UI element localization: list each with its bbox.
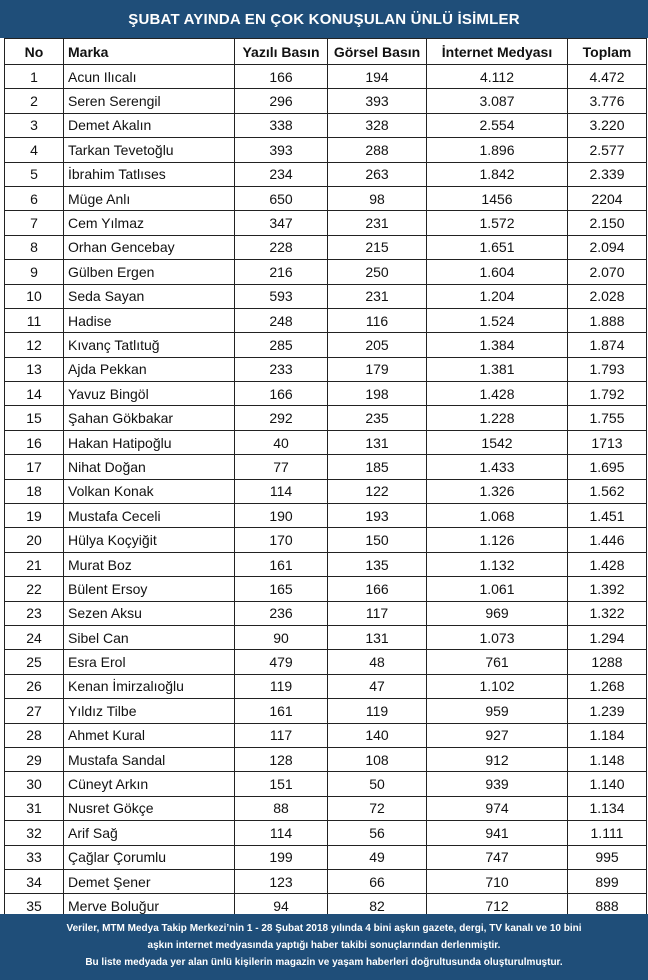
cell-gorsel-basin: 235 bbox=[328, 406, 427, 430]
cell-gorsel-basin: 131 bbox=[328, 430, 427, 454]
cell-gorsel-basin: 205 bbox=[328, 333, 427, 357]
cell-yazili-basin: 292 bbox=[235, 406, 328, 430]
cell-no: 21 bbox=[5, 552, 64, 576]
cell-no: 31 bbox=[5, 796, 64, 820]
cell-gorsel-basin: 131 bbox=[328, 625, 427, 649]
cell-internet-medyasi: 1.384 bbox=[427, 333, 568, 357]
cell-toplam: 2.150 bbox=[568, 211, 647, 235]
table-row bbox=[5, 528, 647, 552]
cell-marka: Volkan Konak bbox=[64, 479, 235, 503]
table-row bbox=[5, 162, 647, 186]
table-body bbox=[5, 65, 647, 919]
cell-yazili-basin: 479 bbox=[235, 650, 328, 674]
cell-gorsel-basin: 72 bbox=[328, 796, 427, 820]
cell-internet-medyasi: 1.126 bbox=[427, 528, 568, 552]
cell-no: 28 bbox=[5, 723, 64, 747]
cell-toplam: 4.472 bbox=[568, 65, 647, 89]
table-row bbox=[5, 186, 647, 210]
cell-toplam: 3.776 bbox=[568, 89, 647, 113]
cell-yazili-basin: 285 bbox=[235, 333, 328, 357]
table-row bbox=[5, 674, 647, 698]
cell-toplam: 1.268 bbox=[568, 674, 647, 698]
cell-yazili-basin: 338 bbox=[235, 113, 328, 137]
cell-yazili-basin: 40 bbox=[235, 430, 328, 454]
cell-toplam: 1.111 bbox=[568, 821, 647, 845]
cell-toplam: 2.577 bbox=[568, 138, 647, 162]
cell-yazili-basin: 296 bbox=[235, 89, 328, 113]
cell-no: 7 bbox=[5, 211, 64, 235]
cell-gorsel-basin: 150 bbox=[328, 528, 427, 552]
cell-toplam: 899 bbox=[568, 869, 647, 893]
cell-marka: İbrahim Tatlıses bbox=[64, 162, 235, 186]
table-row bbox=[5, 796, 647, 820]
cell-marka: Şahan Gökbakar bbox=[64, 406, 235, 430]
cell-no: 16 bbox=[5, 430, 64, 454]
cell-no: 1 bbox=[5, 65, 64, 89]
cell-toplam: 1.322 bbox=[568, 601, 647, 625]
header-yazili-basin: Yazılı Basın bbox=[235, 39, 328, 65]
cell-marka: Hadise bbox=[64, 308, 235, 332]
cell-marka: Merve Boluğur bbox=[64, 894, 235, 918]
table-row bbox=[5, 625, 647, 649]
cell-internet-medyasi: 1.572 bbox=[427, 211, 568, 235]
cell-toplam: 1.792 bbox=[568, 382, 647, 406]
cell-yazili-basin: 165 bbox=[235, 577, 328, 601]
cell-marka: Tarkan Tevetoğlu bbox=[64, 138, 235, 162]
cell-internet-medyasi: 712 bbox=[427, 894, 568, 918]
cell-no: 35 bbox=[5, 894, 64, 918]
cell-no: 23 bbox=[5, 601, 64, 625]
cell-toplam: 1.184 bbox=[568, 723, 647, 747]
cell-yazili-basin: 88 bbox=[235, 796, 328, 820]
table-row bbox=[5, 869, 647, 893]
table-row bbox=[5, 382, 647, 406]
header-row bbox=[5, 39, 647, 65]
cell-yazili-basin: 128 bbox=[235, 747, 328, 771]
cell-gorsel-basin: 198 bbox=[328, 382, 427, 406]
table-row bbox=[5, 333, 647, 357]
cell-toplam: 1.755 bbox=[568, 406, 647, 430]
cell-gorsel-basin: 231 bbox=[328, 284, 427, 308]
table-row bbox=[5, 284, 647, 308]
table-row bbox=[5, 357, 647, 381]
cell-gorsel-basin: 116 bbox=[328, 308, 427, 332]
cell-internet-medyasi: 1.604 bbox=[427, 260, 568, 284]
cell-toplam: 2.070 bbox=[568, 260, 647, 284]
table-row bbox=[5, 479, 647, 503]
table-row bbox=[5, 601, 647, 625]
cell-marka: Seda Sayan bbox=[64, 284, 235, 308]
cell-internet-medyasi: 761 bbox=[427, 650, 568, 674]
cell-toplam: 1288 bbox=[568, 650, 647, 674]
cell-toplam: 1.148 bbox=[568, 747, 647, 771]
cell-no: 2 bbox=[5, 89, 64, 113]
cell-toplam: 1.140 bbox=[568, 772, 647, 796]
cell-marka: Seren Serengil bbox=[64, 89, 235, 113]
footer-line-3: Bu liste medyada yer alan ünlü kişilerin magazin ve yaşam haberleri doğrultusunda oluşturulmuştur. bbox=[85, 957, 563, 968]
cell-gorsel-basin: 135 bbox=[328, 552, 427, 576]
cell-internet-medyasi: 941 bbox=[427, 821, 568, 845]
cell-toplam: 1.888 bbox=[568, 308, 647, 332]
cell-internet-medyasi: 1.433 bbox=[427, 455, 568, 479]
cell-internet-medyasi: 1.068 bbox=[427, 504, 568, 528]
cell-internet-medyasi: 1.651 bbox=[427, 235, 568, 259]
cell-gorsel-basin: 231 bbox=[328, 211, 427, 235]
cell-toplam: 1.793 bbox=[568, 357, 647, 381]
cell-yazili-basin: 347 bbox=[235, 211, 328, 235]
table-row bbox=[5, 211, 647, 235]
cell-yazili-basin: 248 bbox=[235, 308, 328, 332]
cell-gorsel-basin: 108 bbox=[328, 747, 427, 771]
table-row bbox=[5, 89, 647, 113]
cell-no: 10 bbox=[5, 284, 64, 308]
cell-marka: Yavuz Bingöl bbox=[64, 382, 235, 406]
cell-yazili-basin: 199 bbox=[235, 845, 328, 869]
cell-yazili-basin: 123 bbox=[235, 869, 328, 893]
cell-toplam: 888 bbox=[568, 894, 647, 918]
cell-internet-medyasi: 959 bbox=[427, 699, 568, 723]
cell-internet-medyasi: 1.896 bbox=[427, 138, 568, 162]
cell-gorsel-basin: 193 bbox=[328, 504, 427, 528]
cell-toplam: 1.392 bbox=[568, 577, 647, 601]
cell-internet-medyasi: 1.102 bbox=[427, 674, 568, 698]
table-row bbox=[5, 747, 647, 771]
cell-gorsel-basin: 140 bbox=[328, 723, 427, 747]
cell-gorsel-basin: 194 bbox=[328, 65, 427, 89]
cell-internet-medyasi: 939 bbox=[427, 772, 568, 796]
title-bar bbox=[0, 0, 648, 38]
cell-yazili-basin: 233 bbox=[235, 357, 328, 381]
cell-yazili-basin: 234 bbox=[235, 162, 328, 186]
cell-gorsel-basin: 122 bbox=[328, 479, 427, 503]
cell-internet-medyasi: 974 bbox=[427, 796, 568, 820]
cell-internet-medyasi: 1.073 bbox=[427, 625, 568, 649]
cell-no: 15 bbox=[5, 406, 64, 430]
cell-toplam: 1713 bbox=[568, 430, 647, 454]
cell-gorsel-basin: 166 bbox=[328, 577, 427, 601]
cell-gorsel-basin: 49 bbox=[328, 845, 427, 869]
cell-marka: Sezen Aksu bbox=[64, 601, 235, 625]
table-row bbox=[5, 113, 647, 137]
cell-yazili-basin: 170 bbox=[235, 528, 328, 552]
cell-gorsel-basin: 250 bbox=[328, 260, 427, 284]
cell-no: 18 bbox=[5, 479, 64, 503]
cell-marka: Nusret Gökçe bbox=[64, 796, 235, 820]
cell-no: 4 bbox=[5, 138, 64, 162]
cell-marka: Kıvanç Tatlıtuğ bbox=[64, 333, 235, 357]
cell-toplam: 2.094 bbox=[568, 235, 647, 259]
cell-marka: Gülben Ergen bbox=[64, 260, 235, 284]
cell-gorsel-basin: 98 bbox=[328, 186, 427, 210]
cell-no: 32 bbox=[5, 821, 64, 845]
cell-toplam: 2.339 bbox=[568, 162, 647, 186]
cell-no: 25 bbox=[5, 650, 64, 674]
cell-gorsel-basin: 179 bbox=[328, 357, 427, 381]
cell-marka: Müge Anlı bbox=[64, 186, 235, 210]
table-row bbox=[5, 699, 647, 723]
header-no: No bbox=[5, 39, 64, 65]
cell-internet-medyasi: 710 bbox=[427, 869, 568, 893]
cell-internet-medyasi: 1.381 bbox=[427, 357, 568, 381]
cell-gorsel-basin: 117 bbox=[328, 601, 427, 625]
cell-no: 11 bbox=[5, 308, 64, 332]
cell-marka: Demet Akalın bbox=[64, 113, 235, 137]
cell-internet-medyasi: 747 bbox=[427, 845, 568, 869]
cell-yazili-basin: 119 bbox=[235, 674, 328, 698]
cell-no: 29 bbox=[5, 747, 64, 771]
cell-no: 20 bbox=[5, 528, 64, 552]
cell-internet-medyasi: 4.112 bbox=[427, 65, 568, 89]
cell-marka: Ajda Pekkan bbox=[64, 357, 235, 381]
footer-line-2: aşkın internet medyasında yaptığı haber takibi sonuçlarından derlenmiştir. bbox=[147, 940, 501, 951]
cell-no: 33 bbox=[5, 845, 64, 869]
cell-gorsel-basin: 185 bbox=[328, 455, 427, 479]
table-row bbox=[5, 406, 647, 430]
cell-no: 34 bbox=[5, 869, 64, 893]
cell-yazili-basin: 228 bbox=[235, 235, 328, 259]
table-row bbox=[5, 504, 647, 528]
cell-yazili-basin: 114 bbox=[235, 479, 328, 503]
cell-marka: Cüneyt Arkın bbox=[64, 772, 235, 796]
table-row bbox=[5, 821, 647, 845]
footer-line-1: Veriler, MTM Medya Takip Merkezi’nin 1 - 28 Şubat 2018 yılında 4 bini aşkın gazete, dergi, TV kanalı ve 10 bini bbox=[66, 923, 582, 934]
cell-toplam: 1.428 bbox=[568, 552, 647, 576]
cell-internet-medyasi: 1.842 bbox=[427, 162, 568, 186]
cell-yazili-basin: 236 bbox=[235, 601, 328, 625]
table-row bbox=[5, 455, 647, 479]
cell-marka: Ahmet Kural bbox=[64, 723, 235, 747]
cell-internet-medyasi: 1.228 bbox=[427, 406, 568, 430]
cell-marka: Sibel Can bbox=[64, 625, 235, 649]
cell-no: 14 bbox=[5, 382, 64, 406]
header-internet-medyasi: İnternet Medyası bbox=[427, 39, 568, 65]
cell-no: 30 bbox=[5, 772, 64, 796]
cell-no: 22 bbox=[5, 577, 64, 601]
cell-marka: Esra Erol bbox=[64, 650, 235, 674]
cell-no: 13 bbox=[5, 357, 64, 381]
cell-yazili-basin: 90 bbox=[235, 625, 328, 649]
cell-internet-medyasi: 2.554 bbox=[427, 113, 568, 137]
table-row bbox=[5, 577, 647, 601]
cell-internet-medyasi: 1.061 bbox=[427, 577, 568, 601]
cell-yazili-basin: 393 bbox=[235, 138, 328, 162]
table-row bbox=[5, 772, 647, 796]
cell-no: 24 bbox=[5, 625, 64, 649]
cell-yazili-basin: 166 bbox=[235, 65, 328, 89]
cell-toplam: 2204 bbox=[568, 186, 647, 210]
cell-toplam: 995 bbox=[568, 845, 647, 869]
cell-gorsel-basin: 66 bbox=[328, 869, 427, 893]
cell-yazili-basin: 650 bbox=[235, 186, 328, 210]
cell-internet-medyasi: 1.132 bbox=[427, 552, 568, 576]
cell-no: 8 bbox=[5, 235, 64, 259]
cell-yazili-basin: 77 bbox=[235, 455, 328, 479]
cell-internet-medyasi: 1.326 bbox=[427, 479, 568, 503]
page-title: ŞUBAT AYINDA EN ÇOK KONUŞULAN ÜNLÜ İSİMLER bbox=[128, 10, 520, 28]
cell-internet-medyasi: 1.428 bbox=[427, 382, 568, 406]
cell-no: 26 bbox=[5, 674, 64, 698]
table-row bbox=[5, 235, 647, 259]
cell-yazili-basin: 114 bbox=[235, 821, 328, 845]
cell-no: 5 bbox=[5, 162, 64, 186]
cell-yazili-basin: 161 bbox=[235, 699, 328, 723]
cell-toplam: 1.239 bbox=[568, 699, 647, 723]
cell-gorsel-basin: 215 bbox=[328, 235, 427, 259]
cell-no: 12 bbox=[5, 333, 64, 357]
cell-yazili-basin: 117 bbox=[235, 723, 328, 747]
cell-internet-medyasi: 969 bbox=[427, 601, 568, 625]
cell-no: 6 bbox=[5, 186, 64, 210]
cell-gorsel-basin: 393 bbox=[328, 89, 427, 113]
cell-yazili-basin: 190 bbox=[235, 504, 328, 528]
cell-marka: Hakan Hatipoğlu bbox=[64, 430, 235, 454]
header-gorsel-basin: Görsel Basın bbox=[328, 39, 427, 65]
cell-gorsel-basin: 288 bbox=[328, 138, 427, 162]
cell-internet-medyasi: 1456 bbox=[427, 186, 568, 210]
cell-marka: Nihat Doğan bbox=[64, 455, 235, 479]
table-row bbox=[5, 65, 647, 89]
cell-toplam: 3.220 bbox=[568, 113, 647, 137]
cell-gorsel-basin: 50 bbox=[328, 772, 427, 796]
cell-toplam: 1.695 bbox=[568, 455, 647, 479]
cell-yazili-basin: 593 bbox=[235, 284, 328, 308]
cell-gorsel-basin: 56 bbox=[328, 821, 427, 845]
cell-internet-medyasi: 1.204 bbox=[427, 284, 568, 308]
cell-marka: Mustafa Ceceli bbox=[64, 504, 235, 528]
cell-gorsel-basin: 82 bbox=[328, 894, 427, 918]
table-row bbox=[5, 650, 647, 674]
cell-internet-medyasi: 912 bbox=[427, 747, 568, 771]
cell-gorsel-basin: 47 bbox=[328, 674, 427, 698]
cell-internet-medyasi: 927 bbox=[427, 723, 568, 747]
cell-no: 27 bbox=[5, 699, 64, 723]
cell-yazili-basin: 216 bbox=[235, 260, 328, 284]
cell-marka: Hülya Koçyiğit bbox=[64, 528, 235, 552]
ranking-table bbox=[4, 38, 647, 919]
cell-gorsel-basin: 263 bbox=[328, 162, 427, 186]
cell-toplam: 2.028 bbox=[568, 284, 647, 308]
cell-toplam: 1.562 bbox=[568, 479, 647, 503]
cell-gorsel-basin: 328 bbox=[328, 113, 427, 137]
table-row bbox=[5, 552, 647, 576]
table-row bbox=[5, 845, 647, 869]
cell-internet-medyasi: 1.524 bbox=[427, 308, 568, 332]
cell-no: 9 bbox=[5, 260, 64, 284]
header-marka: Marka bbox=[64, 39, 235, 65]
cell-gorsel-basin: 119 bbox=[328, 699, 427, 723]
cell-marka: Arif Sağ bbox=[64, 821, 235, 845]
cell-toplam: 1.446 bbox=[568, 528, 647, 552]
table-row bbox=[5, 723, 647, 747]
cell-no: 19 bbox=[5, 504, 64, 528]
cell-toplam: 1.451 bbox=[568, 504, 647, 528]
cell-marka: Murat Boz bbox=[64, 552, 235, 576]
cell-marka: Demet Şener bbox=[64, 869, 235, 893]
cell-marka: Yıldız Tilbe bbox=[64, 699, 235, 723]
cell-yazili-basin: 161 bbox=[235, 552, 328, 576]
cell-no: 17 bbox=[5, 455, 64, 479]
cell-marka: Çağlar Çorumlu bbox=[64, 845, 235, 869]
cell-internet-medyasi: 3.087 bbox=[427, 89, 568, 113]
cell-yazili-basin: 151 bbox=[235, 772, 328, 796]
table-row bbox=[5, 308, 647, 332]
footer-note bbox=[0, 914, 648, 980]
header-toplam: Toplam bbox=[568, 39, 647, 65]
table-row bbox=[5, 138, 647, 162]
cell-marka: Kenan İmirzalıoğlu bbox=[64, 674, 235, 698]
cell-toplam: 1.874 bbox=[568, 333, 647, 357]
table-row bbox=[5, 430, 647, 454]
cell-toplam: 1.294 bbox=[568, 625, 647, 649]
cell-yazili-basin: 94 bbox=[235, 894, 328, 918]
cell-marka: Bülent Ersoy bbox=[64, 577, 235, 601]
cell-marka: Orhan Gencebay bbox=[64, 235, 235, 259]
cell-marka: Acun Ilıcalı bbox=[64, 65, 235, 89]
cell-yazili-basin: 166 bbox=[235, 382, 328, 406]
cell-gorsel-basin: 48 bbox=[328, 650, 427, 674]
table-row bbox=[5, 260, 647, 284]
cell-no: 3 bbox=[5, 113, 64, 137]
cell-marka: Cem Yılmaz bbox=[64, 211, 235, 235]
cell-marka: Mustafa Sandal bbox=[64, 747, 235, 771]
cell-internet-medyasi: 1542 bbox=[427, 430, 568, 454]
cell-toplam: 1.134 bbox=[568, 796, 647, 820]
